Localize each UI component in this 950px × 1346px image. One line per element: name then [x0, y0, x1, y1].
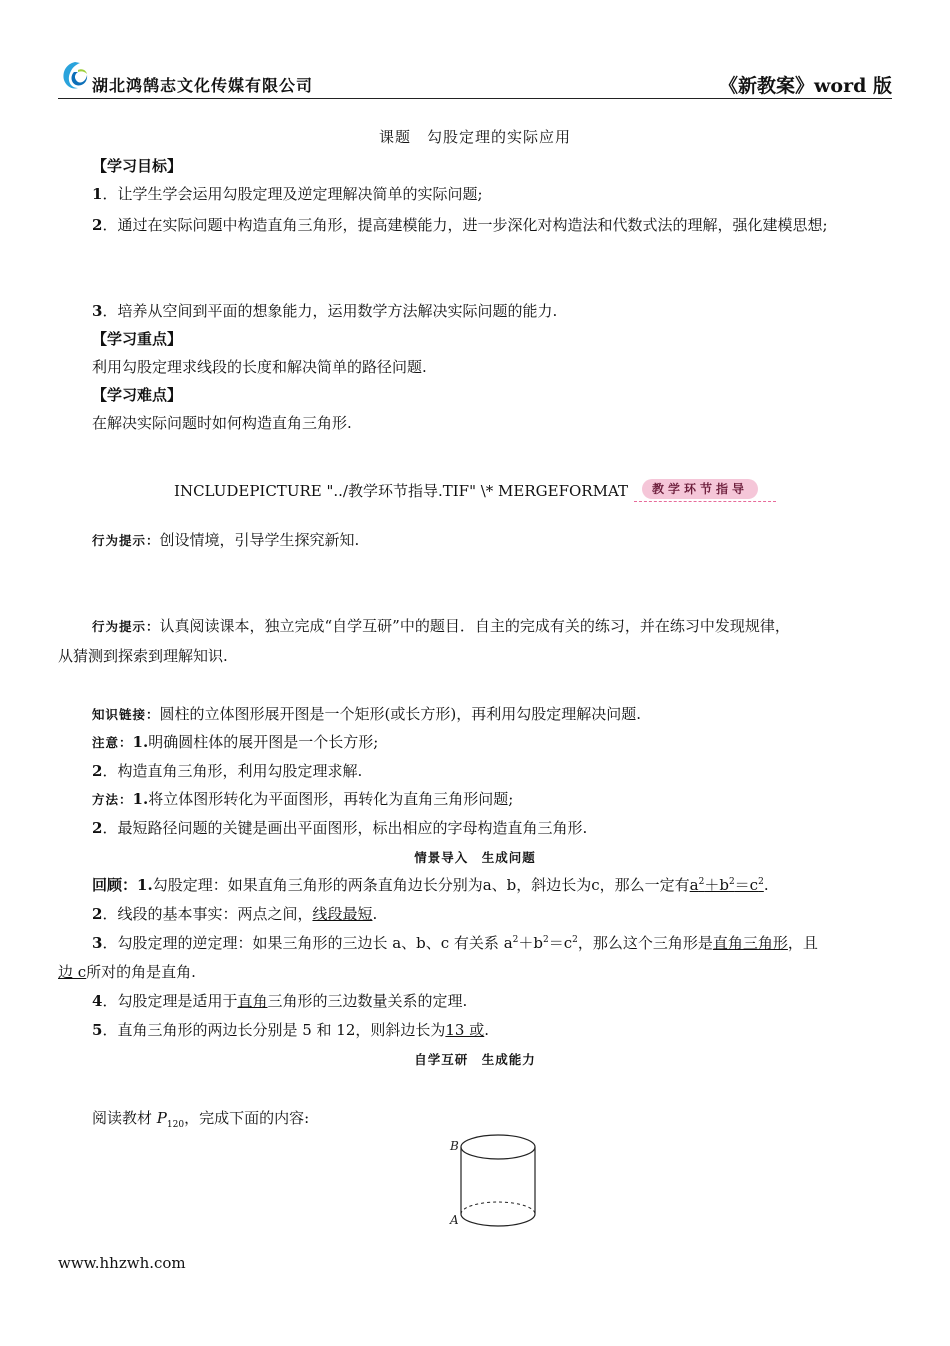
method-item: 2．最短路径问题的关键是画出平面图形，标出相应的字母构造直角三角形. — [92, 819, 588, 837]
badge-dashed-line — [634, 501, 776, 502]
review-item: 2．线段的基本事实：两点之间，线段最短. — [92, 905, 378, 923]
answer-blank: 线段最短 — [312, 905, 373, 923]
method-item: 方法：1.将立体图形转化为平面图形，再转化为直角三角形问题; — [92, 790, 514, 808]
company-logo-icon — [58, 58, 92, 92]
page-header — [58, 58, 892, 99]
answer-blank: 直角三角形 — [712, 934, 788, 952]
section-heading: 自学互研 生成能力 — [414, 1052, 536, 1067]
review-item-continued: 边 c所对的角是直角. — [58, 963, 196, 981]
company-name: 湖北鸿鹄志文化传媒有限公司 — [92, 76, 314, 95]
review-item: 3．勾股定理的逆定理：如果三角形的三边长 a、b、c 有关系 $a^2+b^2=c^2$，那么这个三角形是直角三角形，且 — [92, 934, 818, 952]
key-points-heading: 【学习重点】 — [92, 330, 183, 348]
badge-label: 教学环节指导 — [642, 479, 758, 499]
difficulties-text: 在解决实际问题时如何构造直角三角形. — [92, 414, 352, 432]
note-item: 注意：1.明确圆柱体的展开图是一个长方形; — [92, 733, 379, 751]
answer-blank: 边 c — [58, 963, 87, 981]
answer-blank: $a^2+b^2=c^2$ — [689, 876, 764, 894]
section-badge — [634, 479, 776, 505]
review-item: 5．直角三角形的两边长分别是 5 和 12，则斜边长为13 或. — [92, 1021, 490, 1039]
cylinder-figure — [440, 1130, 550, 1234]
key-points-text: 利用勾股定理求线段的长度和解决简单的路径问题. — [92, 358, 427, 376]
page-title: 课题 勾股定理的实际应用 — [378, 128, 571, 146]
include-picture-line — [58, 478, 892, 505]
point-label-b: B — [450, 1139, 459, 1153]
document-type: 《新教案》word 版 — [719, 75, 892, 97]
include-field-code: INCLUDEPICTURE "../教学环节指导.TIF" \* MERGEFORMAT — [174, 482, 628, 500]
behavior-hint: 行为提示：创设情境，引导学生探究新知. — [92, 531, 360, 549]
goal-item: 3．培养从空间到平面的想象能力，运用数学方法解决实际问题的能力. — [92, 302, 558, 320]
behavior-hint: 行为提示：认真阅读课本，独立完成“自学互研”中的题目．自主的完成有关的练习，并在练习中发现规律， — [92, 617, 790, 635]
goal-item: 1．让学生学会运用勾股定理及逆定理解决简单的实际问题; — [92, 185, 483, 203]
section-heading: 情景导入 生成问题 — [414, 850, 536, 865]
reading-instruction: 阅读教材 $P_{120}$，完成下面的内容: — [92, 1109, 310, 1130]
review-item: 4．勾股定理是适用于直角三角形的三边数量关系的定理. — [92, 992, 468, 1010]
footer-url: www.hhzwh.com — [58, 1254, 186, 1272]
note-item: 2．构造直角三角形，利用勾股定理求解. — [92, 762, 363, 780]
point-label-a: A — [450, 1213, 459, 1227]
review-item: 回顾：1.勾股定理：如果直角三角形的两条直角边长分别为a、b，斜边长为c，那么一定有$a^2+b^2=c^2$. — [92, 876, 769, 894]
answer-blank: 13 或 — [445, 1021, 485, 1039]
answer-blank: 直角 — [237, 992, 268, 1010]
difficulties-heading: 【学习难点】 — [92, 386, 183, 404]
behavior-hint-continued: 从猜测到探索到理解知识. — [58, 647, 228, 665]
goals-heading: 【学习目标】 — [92, 157, 183, 175]
knowledge-link: 知识链接：圆柱的立体图形展开图是一个矩形(或长方形)，再利用勾股定理解决问题. — [92, 705, 641, 723]
goal-item: 2．通过在实际问题中构造直角三角形，提高建模能力，进一步深化对构造法和代数式法的理解，强化建模思想; — [92, 216, 828, 234]
